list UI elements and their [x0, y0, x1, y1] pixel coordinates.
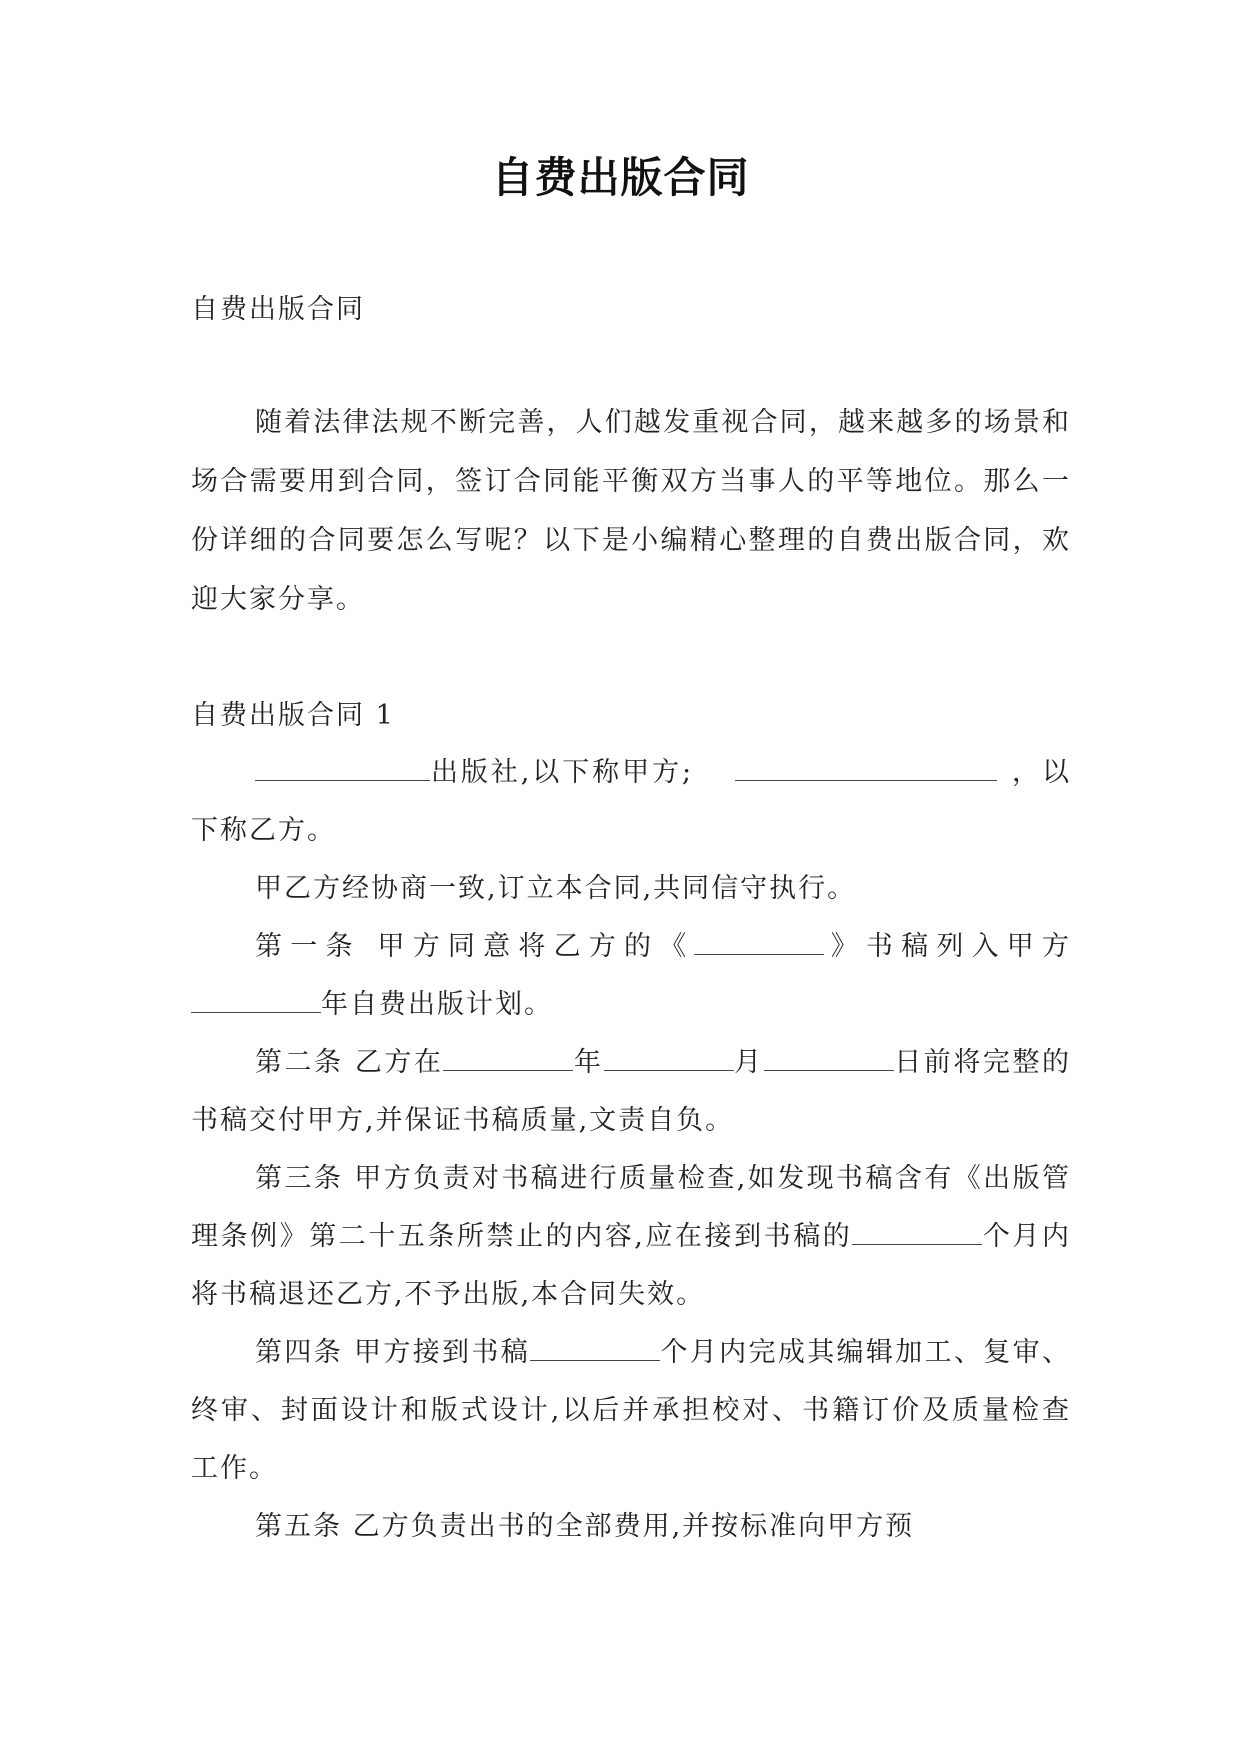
parties-text-2: ， [1011, 757, 1042, 788]
delivery-month-blank [604, 1046, 734, 1071]
clause-2-text-4: 日前将完整的书稿交付甲方,并保证书稿质量,文责自负。 [191, 1047, 1072, 1136]
clause-1 [191, 918, 1071, 1034]
clause-2-text-1: 乙方在 [354, 1047, 444, 1078]
clause-4-text-1: 甲方接到书稿 [354, 1337, 531, 1368]
clause-2-text-3: 月 [733, 1047, 764, 1078]
clause-2-text-2: 年 [573, 1047, 604, 1078]
clause-1-text-2: 》书稿列入甲方 [824, 931, 1072, 962]
document-title: 自费出版合同 [491, 153, 750, 202]
parties-paragraph [191, 744, 1071, 860]
party-b-name-blank [735, 756, 997, 781]
manuscript-title-blank [694, 930, 824, 955]
editing-months-blank [530, 1336, 660, 1361]
intro-paragraph: 随着法律法规不断完善，人们越发重视合同，越来越多的场景和场合需要用到合同，签订合同能平衡双方当事人的平等地位。那么一份详细的合同要怎么写呢？以下是小编精心整理的自费出版合同，欢迎大家分享。 [191, 407, 1071, 615]
clause-4 [191, 1324, 1071, 1498]
clause-2-label: 第二条 [255, 1047, 344, 1078]
document-subtitle: 自费出版合同 [191, 294, 365, 325]
clause-3-label: 第三条 [255, 1163, 344, 1194]
contract-heading-1: 自费出版合同 1 [191, 700, 395, 731]
clause-3 [191, 1150, 1071, 1324]
delivery-day-blank [764, 1046, 894, 1071]
clause-3-text-2: 个月内将书稿退还乙方,不予出版,本合同失效。 [191, 1221, 1071, 1310]
clause-4-label: 第四条 [255, 1337, 344, 1368]
clause-2 [191, 1034, 1071, 1150]
clause-3-text-1: 甲方负责对书稿进行质量检查,如发现书稿含有《出版管理条例》第二十五条所禁止的内容,应在接到书稿的 [191, 1163, 1071, 1252]
plan-year-blank [191, 988, 321, 1013]
clause-1-text-1: 甲方同意将乙方的《 [377, 931, 695, 962]
clause-1-label: 第一条 [255, 931, 361, 962]
publisher-name-blank [255, 756, 430, 781]
delivery-year-blank [443, 1046, 573, 1071]
clause-5 [191, 1498, 1071, 1556]
clause-5-label: 第五条 [255, 1511, 342, 1542]
parties-text-1: 出版社,以下称甲方; [430, 757, 694, 788]
document-body [191, 290, 1071, 1556]
clause-5-text-1: 乙方负责出书的全部费用,并按标准向甲方预 [352, 1511, 915, 1542]
clause-1-text-3: 年自费出版计划。 [321, 989, 553, 1020]
clause-4-text-2: 个月内完成其编辑加工、复审、终审、封面设计和版式设计,以后并承担校对、书籍订价及质量检查工作。 [191, 1337, 1072, 1484]
return-months-blank [852, 1220, 982, 1245]
agreement-paragraph: 甲乙方经协商一致,订立本合同,共同信守执行。 [255, 873, 857, 904]
parties-text-3: 以下称乙方。 [191, 757, 1071, 846]
